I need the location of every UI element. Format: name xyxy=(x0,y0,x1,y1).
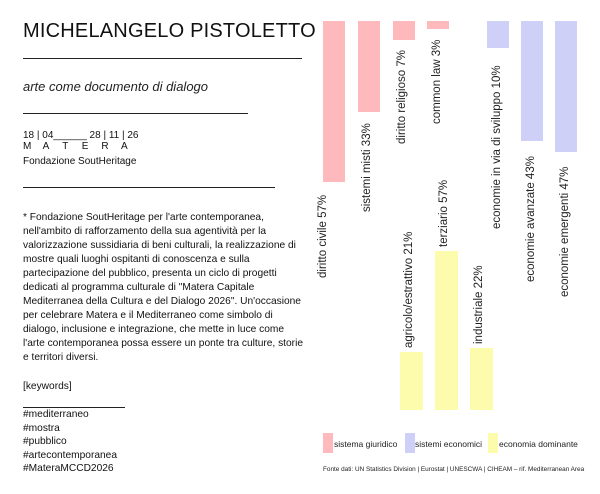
bar-sistemi-misti xyxy=(358,21,380,112)
bar-label: economie emergenti 47% xyxy=(559,166,571,297)
description-paragraph: * Fondazione SoutHeritage per l'arte contemporanea, nell'ambito di rafforzamento della sua agentività per la valorizzazione sussidiaria di beni culturali, la realizzazione di mostre quali luoghi ospitanti di conoscenza e sulla partecipazione del pubblico, presenta un ciclo di progetti dedicati al programma culturale di "Matera Capitale Mediterranea della Cultura e del Dialogo 2026". Un'occasione per celebrare Matera e il Mediterraneo come simbolo di dialogo, inclusione e integrazione, che mette in luce come l'arte contemporanea possa essere un ponte tra culture, storie e territori diversi. xyxy=(23,212,303,363)
keywords-heading: [keywords] xyxy=(23,381,72,392)
bar-agricolo-estrattivo xyxy=(400,352,423,410)
city-letter: A xyxy=(42,141,50,152)
legend-label: sistema giuridico xyxy=(334,439,398,449)
legend-label: sistemi economici xyxy=(415,439,483,449)
legend-swatch-pink xyxy=(323,433,333,453)
legend-swatch-blue xyxy=(405,433,415,453)
bar-label: terziario 57% xyxy=(438,179,450,247)
bar-economie-avanzate xyxy=(521,21,543,141)
city-letter: M xyxy=(23,141,32,152)
bar-label: sistemi misti 33% xyxy=(361,123,373,212)
city-name xyxy=(23,141,141,153)
keyword-item: #mediterraneo xyxy=(23,409,89,420)
bar-label: economie avanzate 43% xyxy=(525,156,537,282)
legend-label: economia dominante xyxy=(499,439,578,449)
bar-diritto-civile xyxy=(323,21,345,182)
divider xyxy=(23,113,248,114)
keywords-list xyxy=(23,408,117,476)
subtitle: arte come documento di dialogo xyxy=(23,79,209,94)
bar-label: diritto religioso 7% xyxy=(396,50,408,144)
page-title: MICHELANGELO PISTOLETTO xyxy=(23,20,316,42)
keyword-item: #mostra xyxy=(23,422,60,434)
keyword-item: #artecontemporanea xyxy=(23,449,118,461)
exhibition-dates: 18 | 04______ 28 | 11 | 26 xyxy=(23,130,139,141)
bar-label: agricolo/estrattivo 21% xyxy=(403,231,415,348)
city-letter: A xyxy=(120,141,128,152)
bar-industriale xyxy=(470,348,493,410)
divider xyxy=(23,187,275,188)
keyword-item: #MateraMCCD2026 xyxy=(23,463,114,474)
data-source: Fonte dati: UN Statistics Division | Eurostat | UNESCWA | CIHEAM – rif. Mediterranean Area xyxy=(323,466,585,473)
bar-label: economie in via di sviluppo 10% xyxy=(491,65,503,229)
legend-swatch-yellow xyxy=(488,433,498,453)
bar-label: common law 3% xyxy=(431,39,443,124)
city-letter: T xyxy=(62,141,69,152)
bar-diritto-religioso xyxy=(393,21,415,40)
bar-economie-in-via-di-sviluppo xyxy=(487,21,509,48)
divider xyxy=(23,58,302,59)
organization: Fondazione SoutHeritage xyxy=(23,156,137,167)
bar-terziario xyxy=(435,251,458,410)
bar-label: diritto civile 57% xyxy=(317,194,329,278)
keyword-item: #pubblico xyxy=(23,436,67,447)
bar-economie-emergenti xyxy=(555,21,577,152)
bar-label: industriale 22% xyxy=(473,265,485,344)
city-letter: R xyxy=(101,141,109,152)
city-letter: E xyxy=(81,141,89,152)
bar-common-law xyxy=(427,21,449,29)
